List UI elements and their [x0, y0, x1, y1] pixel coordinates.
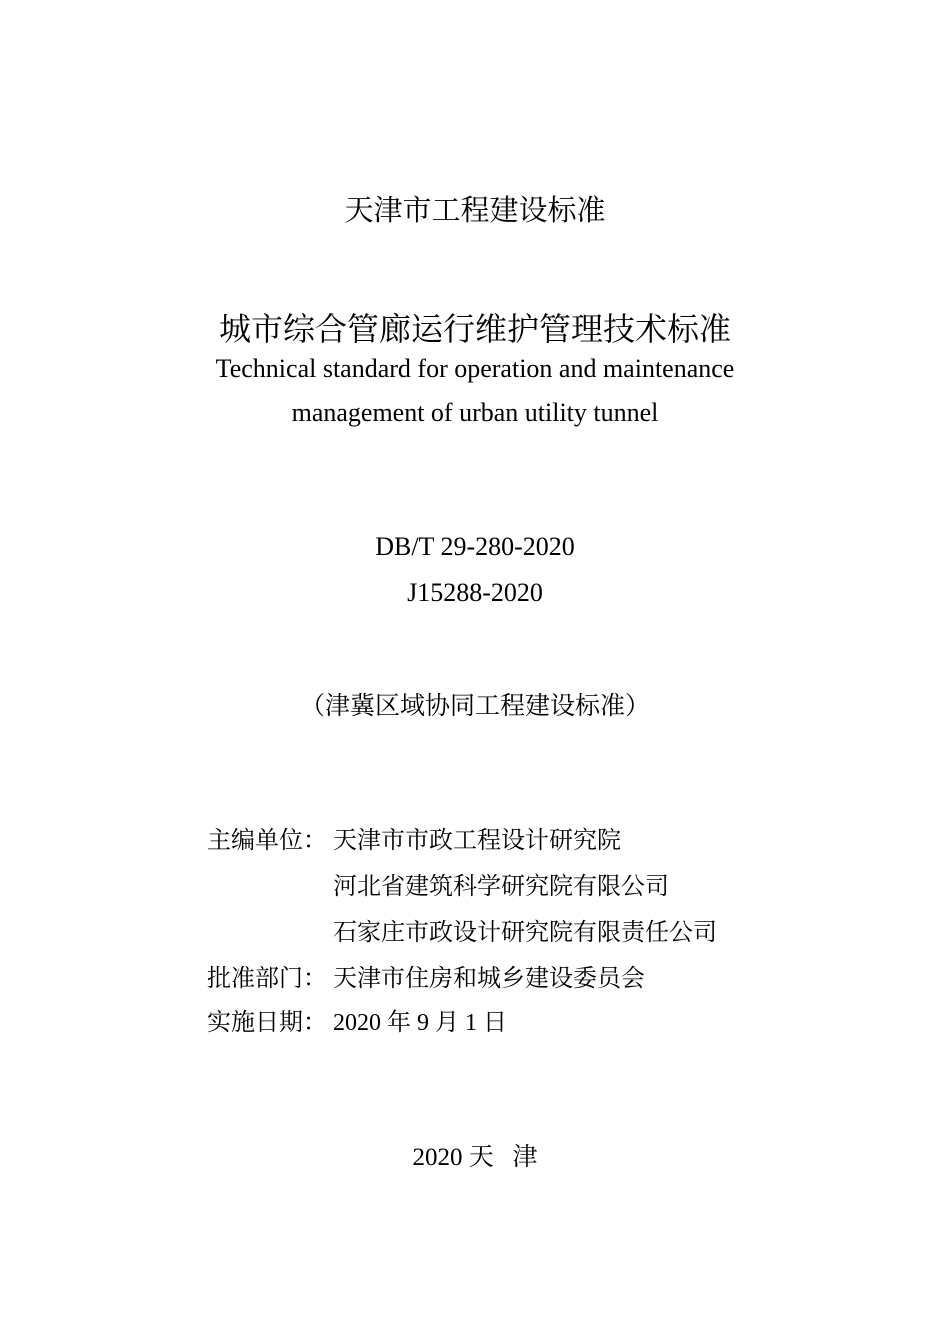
region-note: （津冀区域协同工程建设标准）: [299, 691, 650, 720]
chief-editor-3: 石家庄市政设计研究院有限责任公司: [333, 918, 717, 946]
title-english-line1: Technical standard for operation and maintenance: [215, 354, 735, 383]
effective-date-row: [207, 1002, 507, 1036]
footer-year-city: 2020 天 津: [412, 1144, 538, 1171]
approval-value: 天津市住房和城乡建设委员会: [333, 964, 645, 992]
approval-row: [207, 958, 645, 992]
approval-label: 批准部门：: [207, 964, 327, 992]
standard-number: DB/T 29-280-2020: [375, 532, 575, 561]
effective-value: 2020 年 9 月 1 日: [333, 1010, 507, 1036]
effective-label: 实施日期：: [207, 1008, 327, 1036]
filing-number: J15288-2020: [407, 578, 543, 607]
chief-editor-label: 主编单位：: [207, 826, 327, 854]
chief-editor-row: [207, 820, 621, 854]
series-title: 天津市工程建设标准: [344, 193, 606, 227]
title-chinese: 城市综合管廊运行维护管理技术标准: [218, 310, 731, 348]
chief-editor-2: 河北省建筑科学研究院有限公司: [333, 872, 669, 900]
chief-editor-1: 天津市市政工程设计研究院: [333, 826, 621, 854]
title-english-line2: management of urban utility tunnel: [291, 398, 659, 427]
